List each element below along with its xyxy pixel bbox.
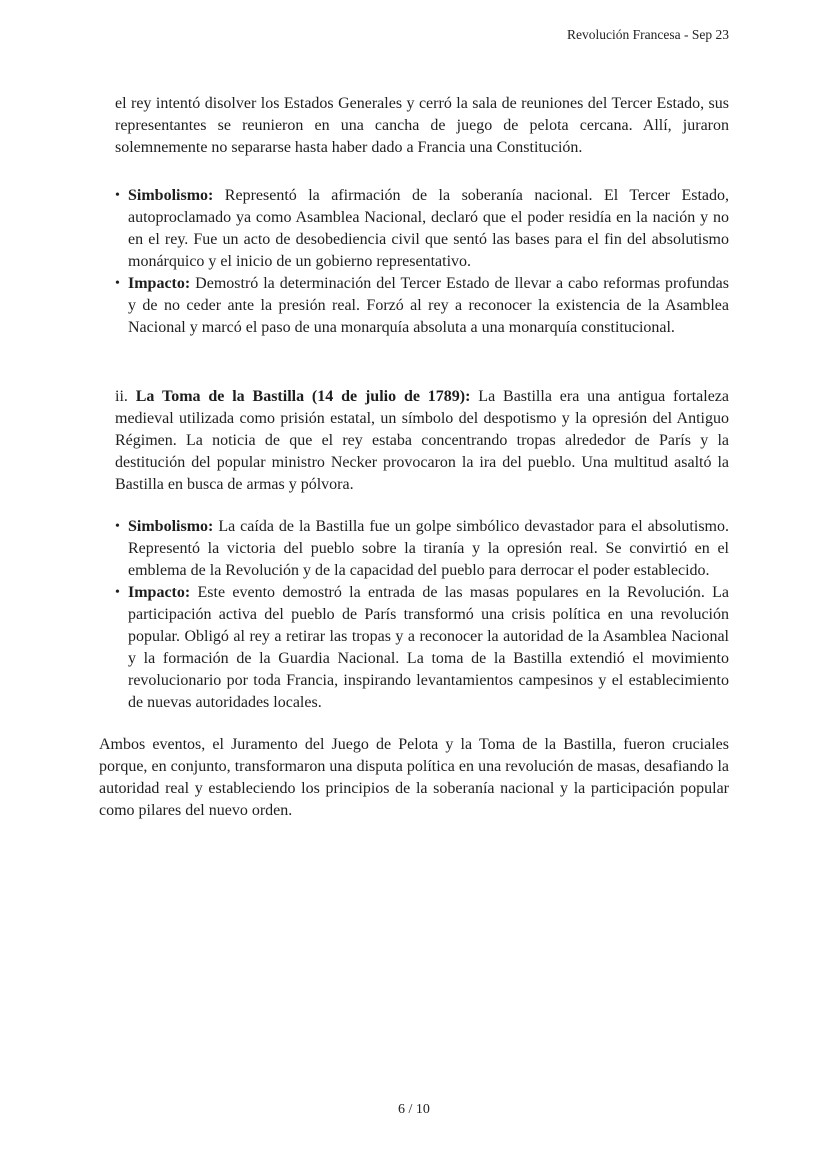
list-bastilla bbox=[115, 516, 729, 714]
list-item bbox=[115, 185, 729, 273]
list-item-text bbox=[128, 516, 729, 582]
bullet-icon: • bbox=[115, 188, 120, 203]
bullet-icon: • bbox=[115, 276, 120, 291]
paragraph-bastilla bbox=[115, 386, 729, 496]
page-header: Revolución Francesa - Sep 23 bbox=[567, 27, 729, 42]
page-number: 6 / 10 bbox=[398, 1102, 430, 1117]
list-item-body: La caída de la Bastilla fue un golpe simbólico devastador para el absolutismo. Representó la victoria del pueblo sobre la tiranía y la opresión real. Se convirtió en el emblema de la Revolución y de la capacidad del pueblo para derrocar el poder establecido. bbox=[128, 518, 729, 579]
list-item bbox=[115, 582, 729, 714]
list-item-text bbox=[128, 185, 729, 273]
section-events bbox=[115, 93, 729, 714]
list-item-term: Simbolismo: bbox=[128, 187, 214, 204]
item-numeral: ii. bbox=[115, 388, 136, 405]
paragraph-bastilla-title: La Toma de la Bastilla (14 de julio de 1789): bbox=[135, 388, 471, 405]
bullet-icon: • bbox=[115, 519, 120, 534]
list-item-term: Impacto: bbox=[128, 275, 191, 292]
list-item-term: Simbolismo: bbox=[128, 518, 214, 535]
list-item bbox=[115, 273, 729, 339]
list-item-body: Demostró la determinación del Tercer Estado de llevar a cabo reformas profundas y de no ceder ante la presión real. Forzó al rey a reconocer la existencia de la Asamblea Nacional y marcó el paso de una monarquía absoluta a una monarquía constitucional. bbox=[128, 275, 729, 336]
paragraph-conclusion: Ambos eventos, el Juramento del Juego de Pelota y la Toma de la Bastilla, fueron cruciales porque, en conjunto, transformaron una disputa política en una revolución de masas, desafiando la autoridad real y estableciendo los principios de la soberanía nacional y la participación popular como pilares del nuevo orden. bbox=[99, 736, 729, 819]
list-item-text bbox=[128, 582, 729, 714]
list-item-term: Impacto: bbox=[128, 584, 191, 601]
bullet-icon: • bbox=[115, 585, 120, 600]
list-item-text bbox=[128, 273, 729, 339]
list-item-body: Este evento demostró la entrada de las masas populares en la Revolución. La participación activa del pueblo de París transformó una crisis política en una revolución popular. Obligó al rey a retirar las tropas y a reconocer la autoridad de la Asamblea Nacional y la formación de la Guardia Nacional. La toma de la Bastilla extendió el movimiento revolucionario por toda Francia, inspirando levantamientos campesinos y el establecimiento de nuevas autoridades locales. bbox=[128, 584, 729, 711]
paragraph-juramento: el rey intentó disolver los Estados Generales y cerró la sala de reuniones del Tercer Estado, sus representantes se reunieron en una cancha de juego de pelota cercana. Allí, juraron solemnemente no separarse hasta haber dado a Francia una Constitución. bbox=[115, 95, 729, 156]
list-juramento bbox=[115, 185, 729, 339]
list-item bbox=[115, 516, 729, 582]
list-item-body: Representó la afirmación de la soberanía nacional. El Tercer Estado, autoproclamado ya como Asamblea Nacional, declaró que el poder residía en la nación y no en el rey. Fue un acto de desobediencia civil que sentó las bases para el fin del absolutismo monárquico y el inicio de un gobierno representativo. bbox=[128, 187, 729, 270]
paragraph-bastilla-body: La Bastilla era una antigua fortaleza medieval utilizada como prisión estatal, un símbolo del despotismo y la opresión del Antiguo Régimen. La noticia de que el rey estaba concentrando tropas alrededor de París y la destitución del popular ministro Necker provocaron la ira del pueblo. Una multitud asaltó la Bastilla en busca de armas y pólvora. bbox=[115, 388, 730, 493]
